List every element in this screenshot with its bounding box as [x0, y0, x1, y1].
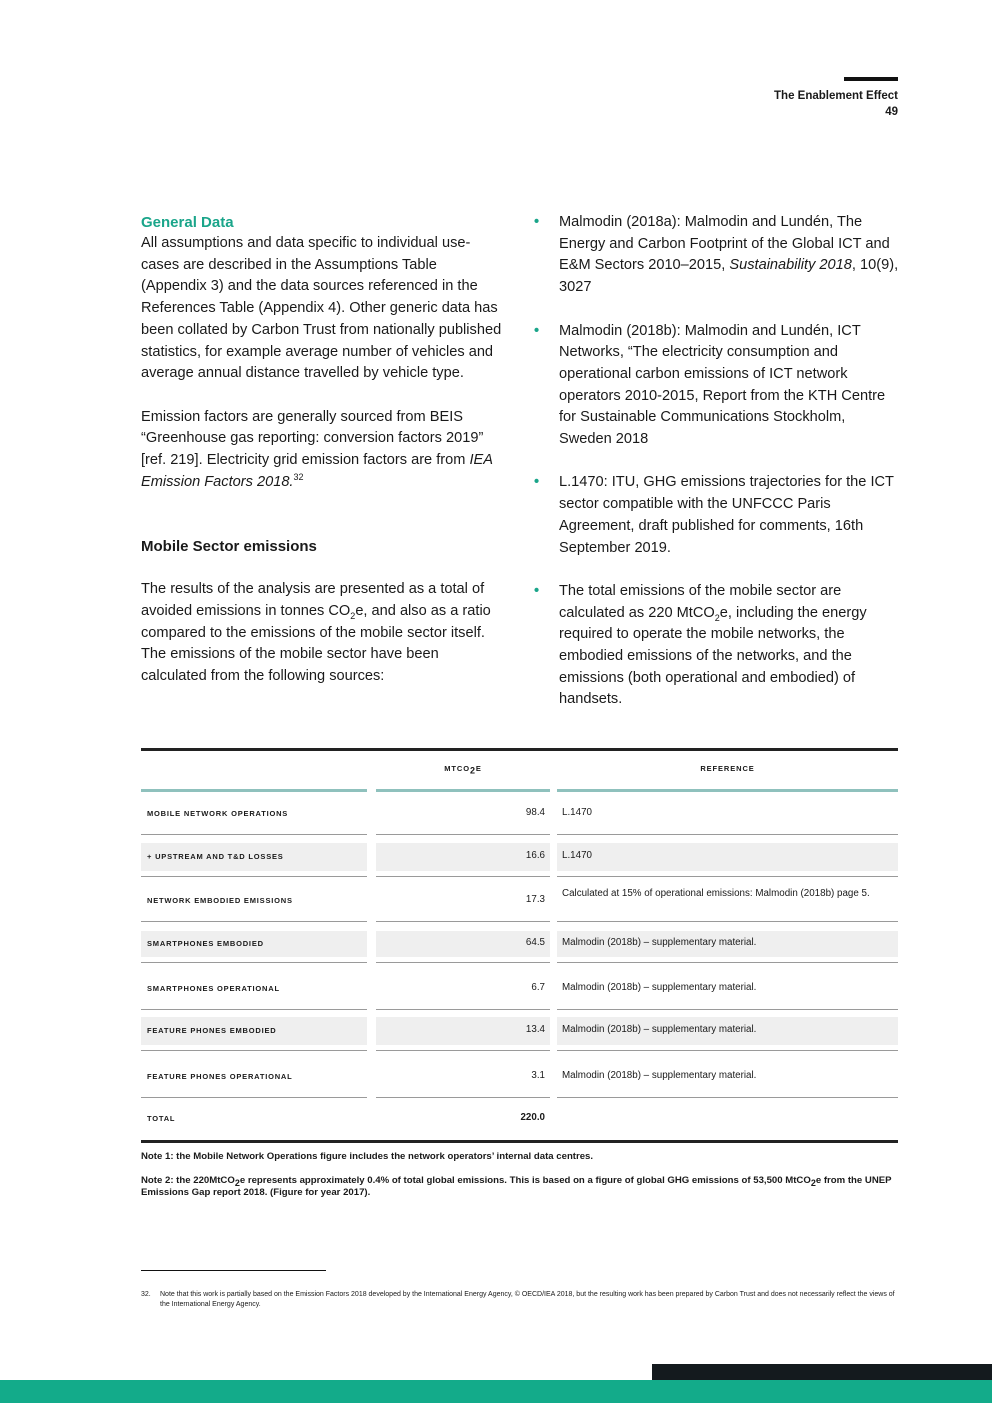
row-divider	[141, 1050, 367, 1051]
row-value: 17.3	[525, 894, 545, 905]
row-reference: Malmodin (2018b) – supplementary material.	[562, 937, 757, 948]
footer-green-bar	[0, 1380, 992, 1403]
list-item: • Malmodin (2018a): Malmodin and Lundén, The Energy and Carbon Footprint of the Global ICT and E&M Sectors 2010–2015, Sustainability 2018, 10(9), 3027	[534, 214, 899, 296]
row-reference: Calculated at 15% of operational emissions: Malmodin (2018b) page 5.	[562, 888, 870, 899]
row-label: + UPSTREAM AND T&D LOSSES	[147, 852, 284, 861]
results-paragraph: The results of the analysis are presented as a total of avoided emissions in tonnes $CO_2e$, and also as a ratio compared to the emissions of the mobile sector itself. The emissions of the mobile sector have been calculated from the following sources:	[141, 581, 491, 684]
row-value: 16.6	[525, 850, 545, 861]
row-divider	[557, 834, 898, 835]
row-reference: L.1470	[562, 850, 592, 861]
right-column	[534, 212, 900, 733]
footnote-text: Note that this work is partially based on the Emission Factors 2018 developed by the International Energy Agency, © OECD/IEA 2018, but the resulting work has been prepared by Carbon Trust and does not necessarily reflect the views of the International Energy Agency.	[160, 1291, 895, 1308]
row-value: 13.4	[525, 1024, 545, 1035]
row-divider	[557, 962, 898, 963]
header-rule	[844, 77, 898, 81]
row-label: NETWORK EMBODIED EMISSIONS	[147, 896, 293, 905]
list-item: • L.1470: ITU, GHG emissions trajectories for the ICT sector compatible with the UNFCCC Paris Agreement, draft published for comments, 16th September 2019.	[534, 474, 894, 556]
row-divider	[557, 876, 898, 877]
row-divider	[557, 921, 898, 922]
list-item: • The total emissions of the mobile sector are calculated as 220 MtCO$_2$e, including the energy required to operate the mobile networks, the embodied emissions of the networks, and the emissions (both operational and embodied) of handsets.	[534, 582, 867, 708]
row-reference: Malmodin (2018b) – supplementary material.	[562, 1024, 757, 1035]
bullet-icon: •	[534, 322, 540, 339]
table-bottom-rule	[141, 1140, 898, 1143]
page-number: 49	[885, 106, 898, 118]
row-divider	[141, 921, 367, 922]
row-divider	[557, 1050, 898, 1051]
left-column	[141, 212, 506, 688]
row-divider	[376, 834, 550, 835]
row-divider	[376, 1050, 550, 1051]
row-value: 220.0	[520, 1112, 545, 1123]
footnote-ref[interactable]: 32	[293, 471, 304, 482]
footnote-divider	[141, 1270, 326, 1271]
footnote	[141, 1290, 898, 1310]
table-row	[141, 880, 898, 922]
table-top-rule	[141, 748, 898, 751]
row-label: TOTAL	[147, 1114, 176, 1123]
row-divider	[376, 1009, 550, 1010]
bullet-icon: •	[534, 582, 540, 599]
mobile-sector-heading: Mobile Sector emissions	[141, 538, 317, 556]
row-divider	[557, 1097, 898, 1098]
row-label: SMARTPHONES OPERATIONAL	[147, 984, 280, 993]
table-row	[141, 1055, 898, 1098]
sources-list	[534, 212, 900, 711]
list-item: • Malmodin (2018b): Malmodin and Lundén, ICT Networks, “The electricity consumption and operational carbon emissions of ICT network operators 2010-2015, Report from the KTH Centre for Sustainable Communications Stockholm, Sweden 2018	[534, 322, 886, 448]
row-divider	[141, 1097, 367, 1098]
row-value: 6.7	[531, 982, 545, 993]
row-divider	[141, 876, 367, 877]
row-reference: Malmodin (2018b) – supplementary material.	[562, 982, 757, 993]
row-divider	[376, 1097, 550, 1098]
table-row	[141, 1099, 898, 1139]
row-divider	[141, 1009, 367, 1010]
iea-reference: IEA Emission Factors 2018.	[141, 452, 493, 490]
table-row	[141, 792, 898, 835]
row-label: SMARTPHONES EMBODIED	[147, 939, 264, 948]
footnote-number: 32.	[141, 1291, 151, 1298]
row-divider	[557, 1009, 898, 1010]
row-divider	[376, 962, 550, 963]
row-label: MOBILE NETWORK OPERATIONS	[147, 808, 289, 818]
table-row	[141, 925, 898, 963]
row-divider	[141, 834, 367, 835]
emission-factors-paragraph: Emission factors are generally sourced from BEIS “Greenhouse gas reporting: conversion factors 2019” [ref. 219]. Electricity grid emission factors are from IEA Emission Factors 2018.32	[141, 408, 493, 490]
row-value: 98.4	[525, 806, 545, 818]
note-1: Note 1: the Mobile Network Operations figure includes the network operators’ internal data centres.	[141, 1151, 594, 1162]
note-2: Note 2: the 220MtCO$_2$e represents approximately 0.4% of total global emissions. This is based on a figure of global GHG emissions of 53,500 MtCO$_2$e from the UNEP Emissions Gap report 2018. (Figure for year 2017).	[141, 1175, 892, 1198]
document-title: The Enablement Effect	[774, 90, 898, 102]
general-data-paragraph: All assumptions and data specific to individual use-cases are described in the Assumptions Table (Appendix 3) and the data sources referenced in the References Table (Appendix 4). Other generic data has been collated by Carbon Trust from nationally published statistics, for example average number of vehicles and average annual distance travelled by vehicle type.	[141, 235, 502, 382]
row-divider	[376, 921, 550, 922]
table-row	[141, 837, 898, 877]
bullet-icon: •	[534, 474, 540, 491]
row-value: 64.5	[525, 937, 545, 948]
row-divider	[141, 962, 367, 963]
row-value: 3.1	[531, 1069, 545, 1081]
table-row	[141, 968, 898, 1010]
table-row	[141, 1011, 898, 1051]
row-reference: L.1470	[562, 806, 592, 818]
column-header-reference: REFERENCE	[700, 764, 755, 773]
row-divider	[376, 876, 550, 877]
bullet-icon: •	[534, 214, 540, 230]
general-data-heading: General Data	[141, 214, 234, 231]
row-reference: Malmodin (2018b) – supplementary material.	[562, 1069, 757, 1081]
row-label: FEATURE PHONES EMBODIED	[147, 1026, 277, 1035]
row-label: FEATURE PHONES OPERATIONAL	[147, 1071, 293, 1081]
column-header-mtco2e: $MTCO_2E$	[444, 764, 482, 776]
